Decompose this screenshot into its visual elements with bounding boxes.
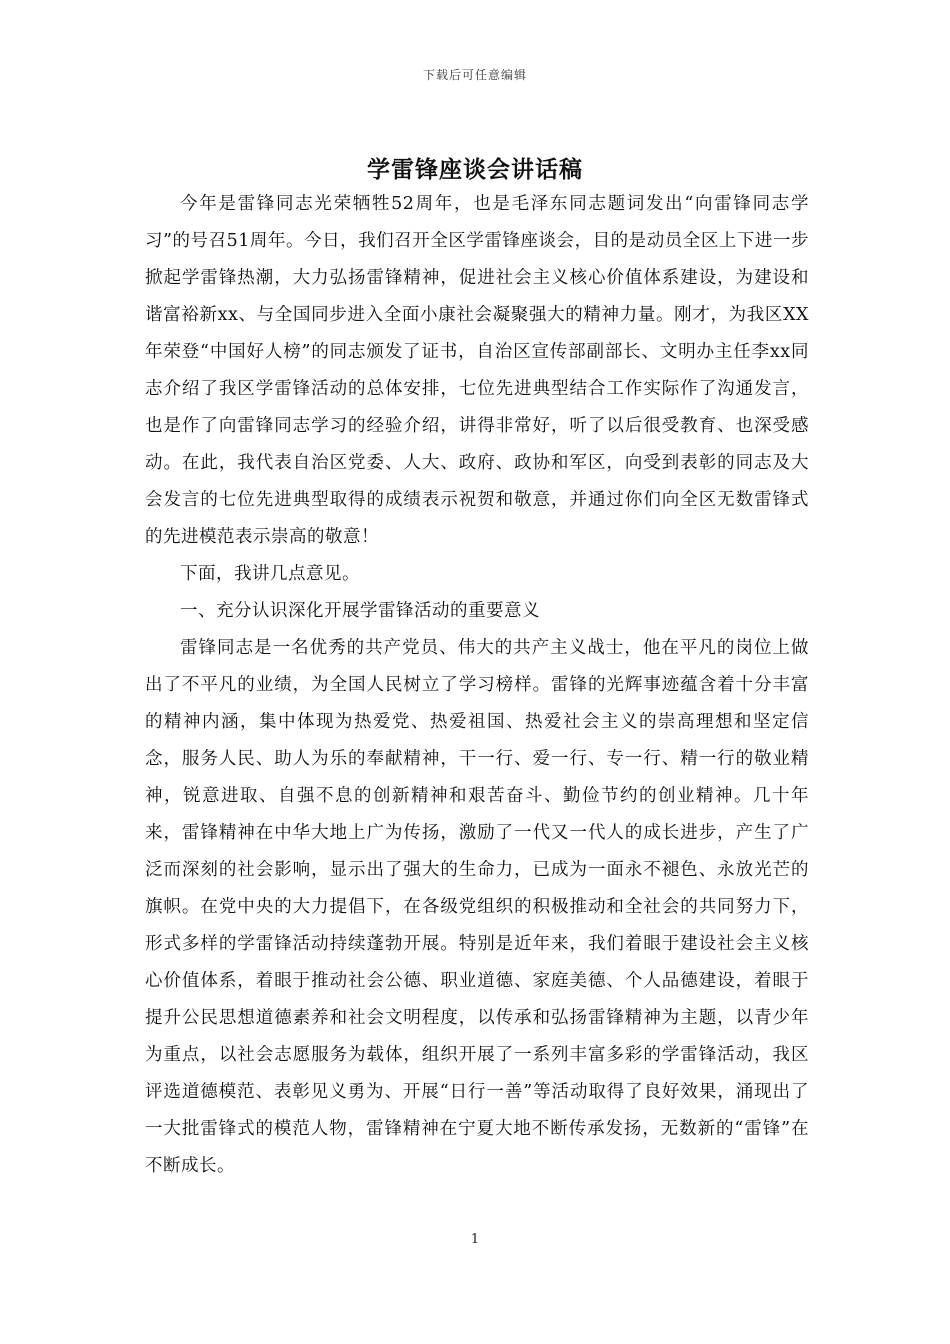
document-title: 学雷锋座谈会讲话稿: [367, 156, 583, 183]
document-body: [145, 186, 809, 1185]
header-note: 下载后可任意编辑: [422, 68, 527, 82]
section-heading-1: 一、充分认识深化开展学雷锋活动的重要意义: [180, 601, 540, 621]
page-number: 1: [470, 1232, 480, 1247]
paragraph-intro: 今年是雷锋同志光荣牺牲52周年，也是毛泽东同志题词发出“向雷锋同志学习”的号召51周年。今日，我们召开全区学雷锋座谈会，目的是动员全区上下进一步掀起学雷锋热潮，大力弘扬雷锋精神，促进社会主义核心价值体系建设，为建设和谐富裕新xx、与全国同步进入全面小康社会凝聚强大的精神力量。刚才，为我区XX年荣登“中国好人榜”的同志颁发了证书，自治区宣传部副部长、文明办主任李xx同志介绍了我区学雷锋活动的总体安排，七位先进典型结合工作实际作了沟通发言，也是作了向雷锋同志学习的经验介绍，讲得非常好，听了以后很受教育、也深受感动。在此，我代表自治区党委、人大、政府、政协和军区，向受到表彰的同志及大会发言的七位先进典型取得的成绩表示祝贺和敬意，并通过你们向全区无数雷锋式的先进模范表示崇高的敬意！: [145, 194, 809, 547]
paragraph-transition: 下面，我讲几点意见。: [180, 564, 360, 584]
paragraph-section-1: 雷锋同志是一名优秀的共产党员、伟大的共产主义战士，他在平凡的岗位上做出了不平凡的业绩，为全国人民树立了学习榜样。雷锋的光辉事迹蕴含着十分丰富的精神内涵，集中体现为热爱党、热爱祖国、热爱社会主义的崇高理想和坚定信念，服务人民、助人为乐的奉献精神，干一行、爱一行、专一行、精一行的敬业精神，锐意进取、自强不息的创新精神和艰苦奋斗、勤俭节约的创业精神。几十年来，雷锋精神在中华大地上广为传扬，激励了一代又一代人的成长进步，产生了广泛而深刻的社会影响，显示出了强大的生命力，已成为一面永不褪色、永放光芒的旗帜。在党中央的大力提倡下，在各级党组织的积极推动和全社会的共同努力下，形式多样的学雷锋活动持续蓬勃开展。特别是近年来，我们着眼于建设社会主义核心价值体系，着眼于推动社会公德、职业道德、家庭美德、个人品德建设，着眼于提升公民思想道德素养和社会文明程度，以传承和弘扬雷锋精神为主题，以青少年为重点，以社会志愿服务为载体，组织开展了一系列丰富多彩的学雷锋活动，我区评选道德模范、表彰见义勇为、开展“日行一善”等活动取得了良好效果，涌现出了一大批雷锋式的模范人物，雷锋精神在宁夏大地不断传承发扬，无数新的“雷锋”在不断成长。: [145, 638, 809, 1176]
